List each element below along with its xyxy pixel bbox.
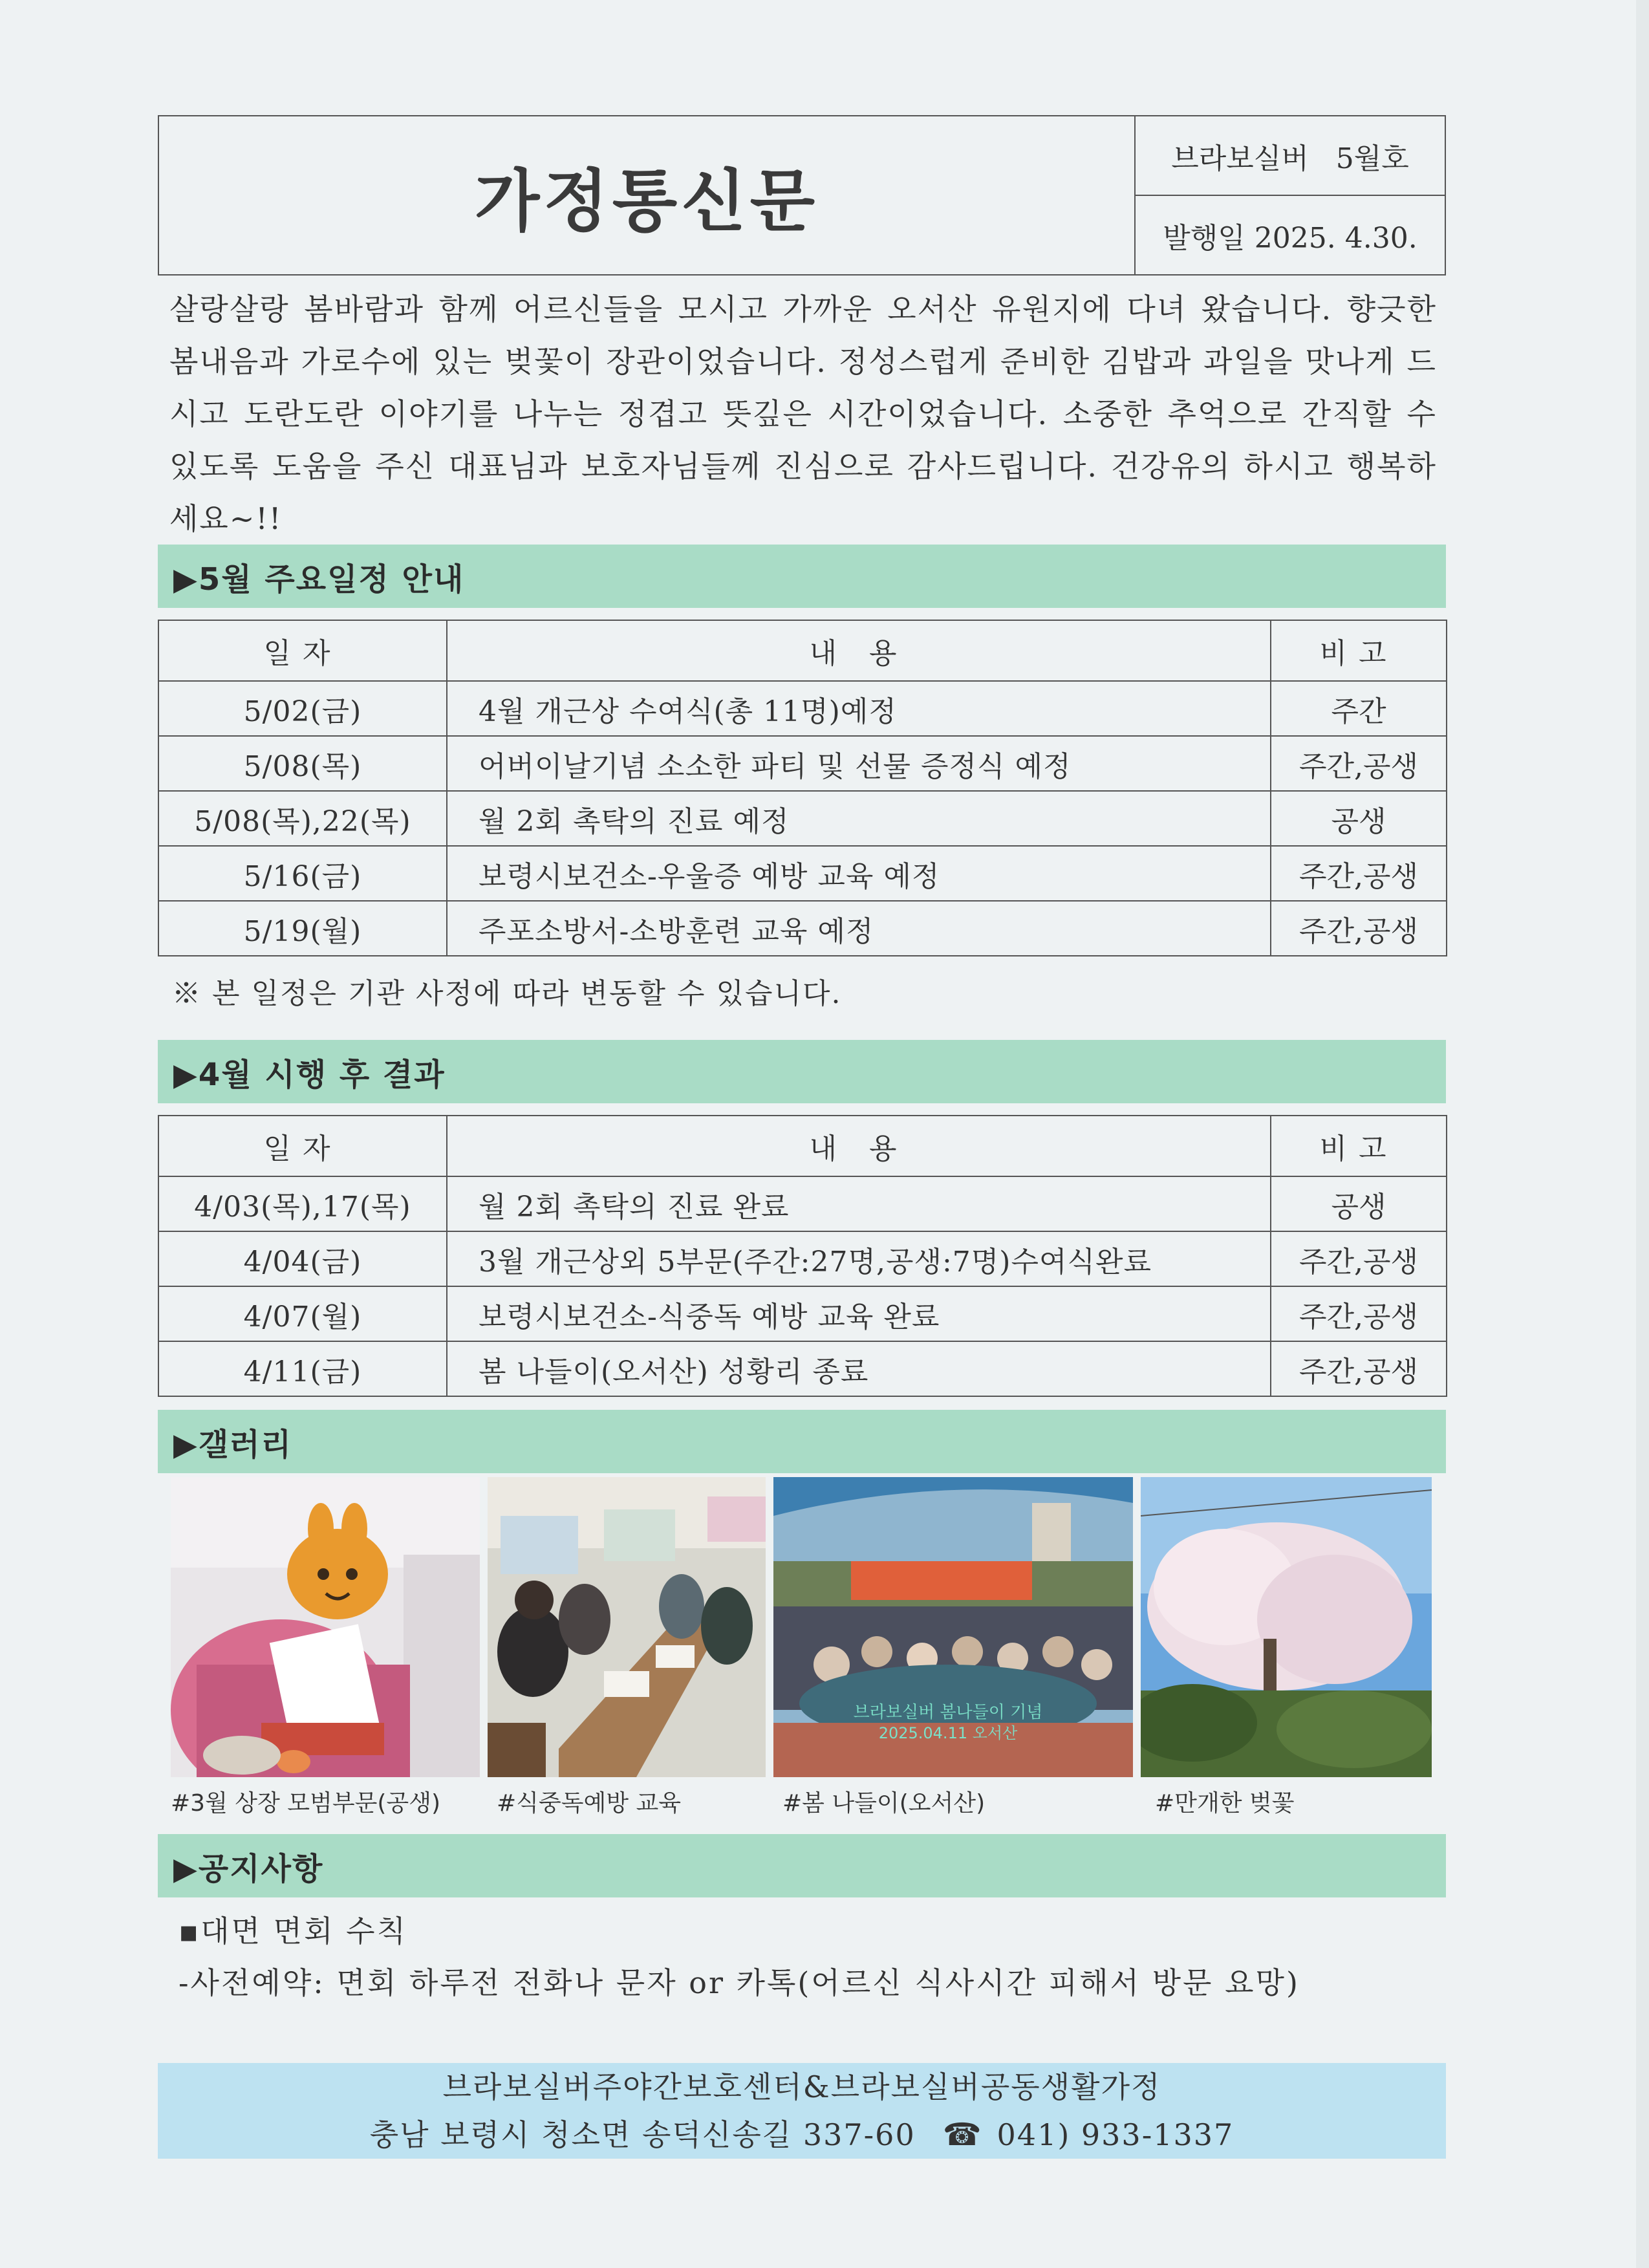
phone-icon: ☎ [942,2117,983,2153]
row-note: 주간,공생 [1271,846,1447,901]
photo-overlay-line1: 브라보실버 봄나들이 기념 [853,1703,1043,1722]
table-row [158,901,1447,956]
row-note: 주간,공생 [1271,1231,1447,1286]
section-notice: ▶공지사항 [158,1834,1446,1897]
row-content: 월 2회 촉탁의 진료 예정 [447,791,1271,846]
photo-gallery [171,1477,1432,1781]
footer-phone: 041) 933-1337 [997,2117,1234,2152]
issue-date: 발행일 2025. 4.30. [1163,221,1417,255]
notice-item: ▪대면 면회 수칙 [178,1914,408,1949]
col-date-header: 일자 [158,620,447,681]
may-schedule-table [158,620,1447,956]
row-date: 4/07(월) [158,1286,447,1341]
table-row [158,846,1447,901]
row-note: 주간,공생 [1271,1286,1447,1341]
row-content: 주포소방서-소방훈련 교육 예정 [447,901,1271,956]
notice-detail: -사전예약: 면회 하루전 전화나 문자 or 카톡(어르신 식사시간 피해서 방문 요망) [178,1965,1300,2000]
april-results-table [158,1115,1447,1397]
table-row [158,1176,1447,1231]
row-date: 4/03(목),17(목) [158,1176,447,1231]
row-content: 월 2회 촉탁의 진료 완료 [447,1176,1271,1231]
footer-address-line [370,2111,1234,2159]
col-date-header: 일자 [158,1116,447,1176]
row-date: 5/08(목) [158,736,447,791]
col-content-header: 내 용 [447,620,1271,681]
table-row [158,681,1447,736]
col-note-header: 비고 [1271,1116,1447,1176]
row-date: 4/11(금) [158,1341,447,1396]
photo-outing [773,1477,1133,1777]
row-content: 4월 개근상 수여식(총 11명)예정 [447,681,1271,736]
row-date: 5/02(금) [158,681,447,736]
section-april-results: ▶4월 시행 후 결과 [158,1040,1446,1103]
photo-blossoms [1141,1477,1432,1777]
section-may-schedule: ▶5월 주요일정 안내 [158,545,1446,608]
row-content: 보령시보건소-식중독 예방 교육 완료 [447,1286,1271,1341]
row-note: 주간 [1271,681,1447,736]
row-content: 3월 개근상외 5부문(주간:27명,공생:7명)수여식완료 [447,1231,1271,1286]
page-title: 가정통신문 [159,116,1136,274]
footer-org-name: 브라보실버주야간보호센터&브라보실버공동생활가정 [442,2069,1161,2104]
row-note: 공생 [1271,1176,1447,1231]
row-note: 주간,공생 [1271,736,1447,791]
footer-contact [158,2063,1446,2159]
row-note: 주간,공생 [1271,901,1447,956]
row-content: 보령시보건소-우울증 예방 교육 예정 [447,846,1271,901]
caption-education: #식중독예방 교육 [497,1790,682,1817]
footer-address: 충남 보령시 청소면 송덕신송길 337-60 [369,2117,916,2152]
table-header-row [158,1116,1447,1176]
caption-blossoms: #만개한 벚꽃 [1155,1790,1295,1817]
caption-award: #3월 상장 모범부문(공생) [171,1790,441,1817]
section-gallery: ▶갤러리 [158,1410,1446,1473]
row-content: 어버이날기념 소소한 파티 및 선물 증정식 예정 [447,736,1271,791]
table-row [158,1231,1447,1286]
row-date: 5/16(금) [158,846,447,901]
row-date: 4/04(금) [158,1231,447,1286]
table-row [158,1341,1447,1396]
issue-meta [1136,116,1445,274]
row-content: 봄 나들이(오서산) 성황리 종료 [447,1341,1271,1396]
col-content-header: 내 용 [447,1116,1271,1176]
header-box [158,115,1446,275]
scan-edge [1636,0,1649,2268]
photo-overlay-line2: 2025.04.11 오서산 [878,1724,1018,1742]
col-note-header: 비고 [1271,620,1447,681]
issue-label: 브라보실버 5월호 [1136,116,1445,196]
intro-paragraph: 살랑살랑 봄바람과 함께 어르신들을 모시고 가까운 오서산 유원지에 다녀 왔습니다. 향긋한 봄내음과 가로수에 있는 벚꽃이 장관이었습니다. 정성스럽게 준비한 김밥과 과일을 맛나게 드시고 도란도란 이야기를 나누는 정겹고 뜻깊은 시간이었습니다. 소중한 추억으로 간직할 수 있도록 도움을 주신 대표님과 보호자님들께 진심으로 감사드립니다. 건강유의 하시고 행복하세요~!! [169,292,1437,536]
table-row [158,791,1447,846]
row-note: 주간,공생 [1271,1341,1447,1396]
row-date: 5/08(목),22(목) [158,791,447,846]
row-date: 5/19(월) [158,901,447,956]
photo-award [171,1477,480,1777]
caption-outing: #봄 나들이(오서산) [782,1790,986,1817]
row-note: 공생 [1271,791,1447,846]
photo-education [488,1477,766,1777]
table-row [158,736,1447,791]
table-row [158,1286,1447,1341]
schedule-footnote: ※ 본 일정은 기관 사정에 따라 변동할 수 있습니다. [172,977,842,1010]
table-header-row [158,620,1447,681]
